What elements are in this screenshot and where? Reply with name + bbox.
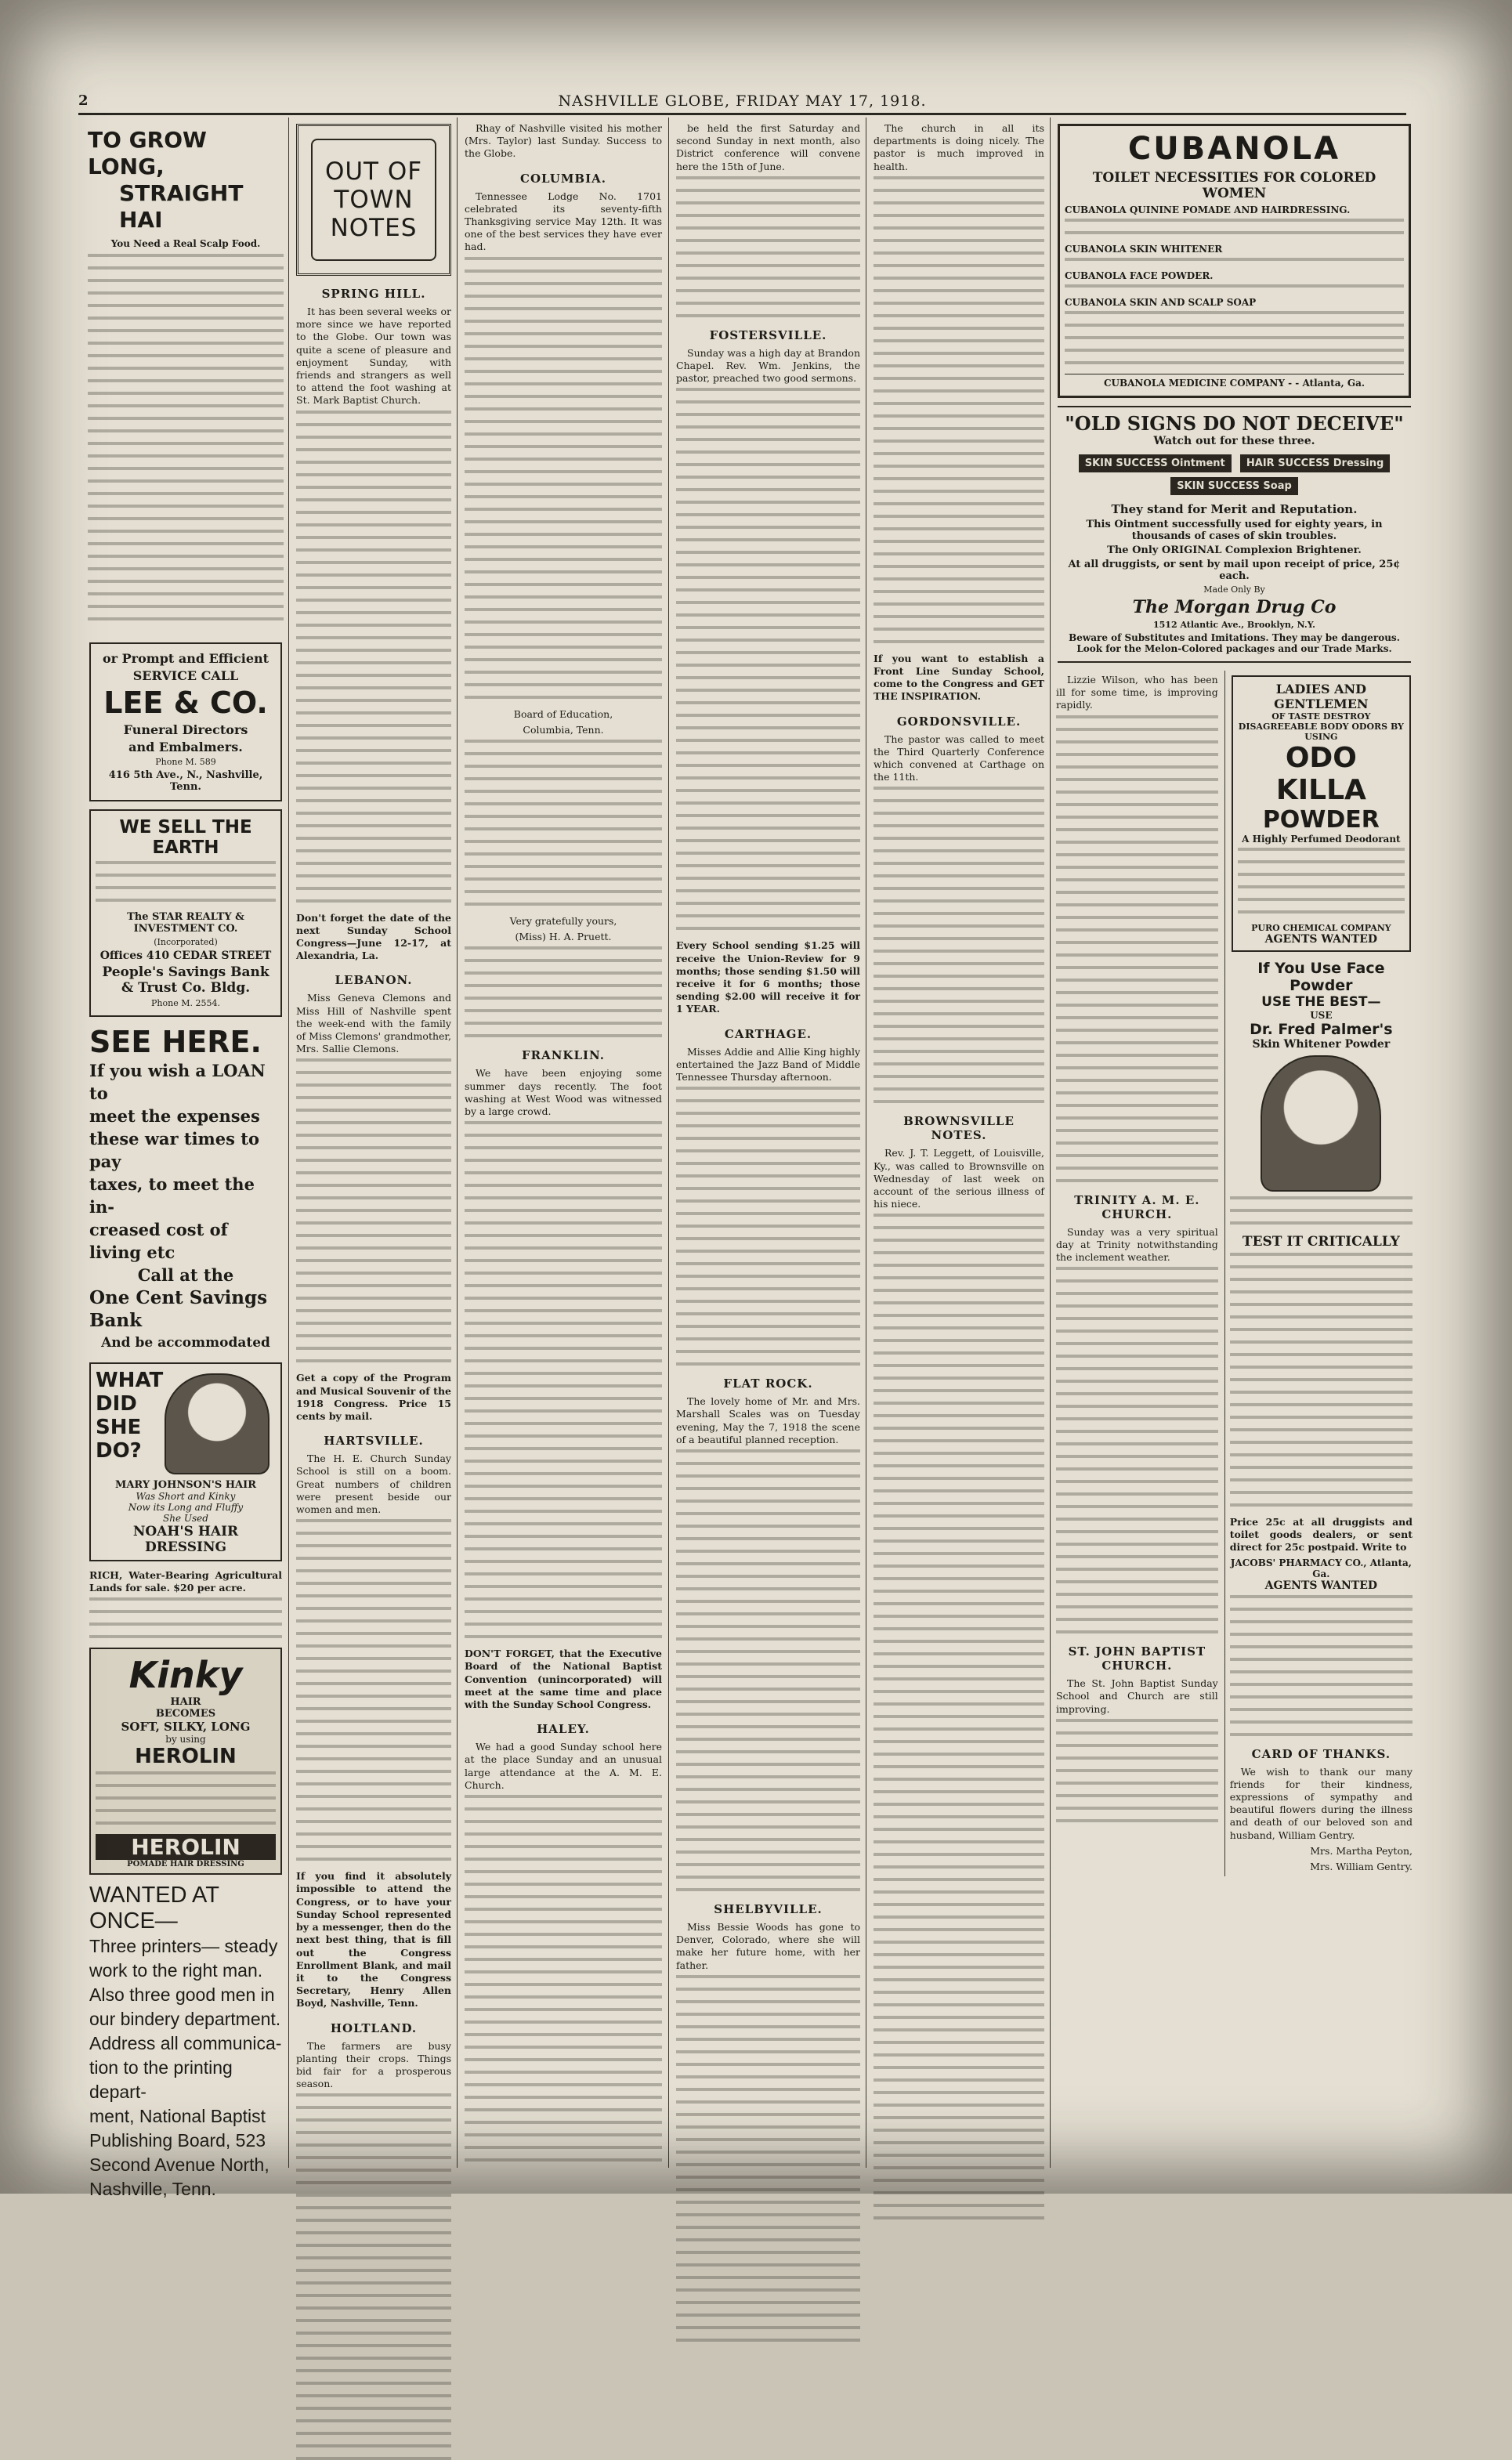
ad-address: 416 5th Ave., N., Nashville, Tenn. (108, 769, 263, 793)
notice: If you find it absolutely impossible to attend the Congress, or to have your Sunday School represented by a messenger, then do the next best thing, that is fill out the Congress Enrollment Blank, and mail it to the Congress Secretary, Henry Allen Boyd, Nashville, Tenn. (296, 1870, 451, 2010)
article-lead: The St. John Baptist Sunday School and Church are still improving. (1056, 1677, 1218, 1715)
section-heading: HARTSVILLE. (324, 1434, 424, 1449)
ad-star-realty (89, 809, 282, 1017)
ad-odo-killa (1232, 675, 1411, 952)
signoff: Columbia, Tenn. (523, 723, 604, 736)
column-rule (457, 118, 458, 2168)
ad-fred-palmer (1230, 960, 1413, 1592)
ad-phone: Phone M. 2554. (151, 998, 220, 1008)
ad-line: Now its Long and Fluffy (128, 1502, 244, 1513)
ad-subtitle: You Need a Real Scalp Food. (110, 238, 261, 249)
article-text (1056, 715, 1218, 1182)
ad-line: HAIR (170, 1696, 201, 1709)
article-text (874, 1214, 1044, 2219)
ad-line: Second Avenue North, (89, 2154, 269, 2176)
ad-title: WE SELL THE EARTH (119, 817, 252, 858)
ad-line: BECOMES (155, 1708, 216, 1720)
article-text (296, 2093, 451, 2460)
woman-portrait-icon (1261, 1055, 1381, 1192)
ad-loan (89, 1025, 282, 1355)
ad-line: TEST IT CRITICALLY (1242, 1234, 1400, 1250)
section-heading: FRANKLIN. (521, 1048, 606, 1063)
article-lead: Misses Addie and Allie King highly entertained the Jazz Band of Middle Tennessee Thursday afternoon. (676, 1045, 860, 1083)
ad-line: Three printers— steady (89, 1936, 278, 1957)
section-heading: HOLTLAND. (330, 2020, 418, 2035)
ad-warning: Beware of Substitutes and Imitations. They may be dangerous. Look for the Melon-Colored packages and our Trade Marks. (1069, 632, 1400, 654)
section-heading: TRINITY A. M. E. CHURCH. (1074, 1192, 1200, 1221)
ad-kinky-hair (89, 1648, 282, 1875)
ad-body-text (96, 861, 276, 902)
column-rule (668, 118, 669, 2168)
ad-name: ODO KILLA (1275, 742, 1366, 806)
article-text (465, 740, 662, 906)
column-rule (288, 118, 289, 2168)
palmer-ointment: SKIN SUCCESS Ointment (1079, 454, 1232, 472)
woman-portrait-icon (165, 1373, 269, 1474)
ad-line: SOFT, SILKY, LONG (121, 1720, 251, 1735)
ad-line: USE (1310, 1010, 1333, 1021)
column-5 (874, 119, 1044, 2168)
article-text (296, 1058, 451, 1362)
section-heading: HALEY. (537, 1722, 590, 1737)
signoff: (Miss) H. A. Pruett. (515, 931, 612, 943)
ad-line: or Prompt and Efficient (102, 651, 269, 666)
ad-line: If you wish a LOAN to (89, 1061, 266, 1103)
ad-q: WHAT (96, 1369, 164, 1392)
article-text (676, 1087, 860, 1366)
ad-title: SEE HERE. (89, 1025, 262, 1059)
notice: Get a copy of the Program and Musical Souvenir of the 1918 Congress. Price 15 cents by mail. (296, 1372, 451, 1423)
article-lead: Sunday was a very spiritual day at Trinity notwithstanding the inclement weather. (1056, 1225, 1218, 1264)
ad-line: Skin Whitener Powder (1252, 1038, 1391, 1051)
ad-q: DID (96, 1392, 137, 1416)
article-lead: The church in all its departments is doing nicely. The pastor is much improved in health. (874, 122, 1044, 172)
ad-line: A Highly Perfumed Deodorant (1242, 834, 1401, 845)
ad-line: SERVICE CALL (132, 668, 239, 683)
section-heading: COLUMBIA. (520, 171, 606, 186)
ad-q: SHE (96, 1416, 142, 1439)
ad-line: Publishing Board, 523 (89, 2130, 266, 2151)
ad-body-text (1065, 284, 1404, 288)
section-heading: SHELBYVILLE. (714, 1902, 823, 1917)
article-lead: Tennessee Lodge No. 1701 celebrated its seventy-fifth Thanksgiving service May 12th. It was one of the best services they have ever had. (465, 190, 662, 253)
column-3 (465, 119, 662, 2168)
section-heading: SPRING HILL. (321, 287, 426, 301)
section-heading: CARTHAGE. (724, 1026, 812, 1041)
article-text (676, 1975, 860, 2342)
ad-line: Address all communica- (89, 2033, 282, 2054)
ad-footer: CUBANOLA MEDICINE COMPANY - - Atlanta, Ga. (1065, 374, 1404, 389)
ad-item: CUBANOLA SKIN AND SCALP SOAP (1065, 297, 1257, 308)
notice: Every School sending $1.25 will receive the Union-Review for 9 months; those sending $1.50 will receive it for 6 months; those sending $2.00 will receive it for 1 YEAR. (676, 939, 860, 1015)
ad-top: LADIES AND GENTLEMEN (1274, 682, 1369, 711)
signoff: Very gratefully yours, (509, 915, 617, 928)
ad-subtitle: Watch out for these three. (1153, 435, 1315, 447)
ad-land (89, 1569, 282, 1638)
section-heading: BROWNSVILLE NOTES. (903, 1114, 1015, 1143)
column-1 (88, 119, 284, 2200)
ad-item: CUBANOLA SKIN WHITENER (1065, 244, 1223, 255)
ad-line: USE THE BEST— (1261, 994, 1381, 1010)
ad-product: HEROLIN (135, 1745, 237, 1769)
ad-body-text (1065, 311, 1404, 364)
palmer-soap: SKIN SUCCESS Soap (1170, 477, 1298, 495)
column-2 (296, 119, 451, 2168)
article-text (465, 1795, 662, 2162)
ad-line: Price 25c at all druggists and toilet goods dealers, or sent direct for 25c postpaid. Write to (1229, 1516, 1413, 1554)
column-6 (1056, 119, 1413, 2168)
ad-line: Also three good men in (89, 1984, 275, 2006)
ad-line: She Used (163, 1513, 208, 1524)
article-lead: We had a good Sunday school here at the place Sunday and an unusual large attendance at the A. M. E. Church. (465, 1741, 662, 1791)
ad-line: The Only ORIGINAL Complexion Brightener. (1107, 544, 1362, 556)
ad-line: Was Short and Kinky (136, 1491, 236, 1502)
ad-title: TO GROW LONG, (88, 127, 207, 179)
ad-company: The STAR REALTY & INVESTMENT CO. (127, 911, 244, 935)
article-lead: The pastor was called to meet the Third Quarterly Conference which convened at Carthage on the 11th. (874, 733, 1044, 783)
ad-address: 1512 Atlantic Ave., Brooklyn, N.Y. (1153, 620, 1315, 630)
column-6-left (1056, 671, 1218, 1876)
section-heading: ST. JOHN BAPTIST CHURCH. (1068, 1644, 1206, 1673)
notice: Don't forget the date of the next Sunday School Congress—June 12-17, at Alexandria, La. (296, 911, 451, 962)
ad-word: Kinky (128, 1654, 243, 1697)
ad-line: ment, National Baptist (89, 2106, 266, 2127)
column-6-split (1056, 671, 1413, 1876)
ad-cubanola (1058, 124, 1411, 398)
ad-line: these war times to pay (89, 1129, 259, 1171)
article-text (1230, 1595, 1413, 1736)
ad-lee-funeral (89, 642, 282, 801)
palmer-dressing: HAIR SUCCESS Dressing (1240, 454, 1390, 472)
ad-made: Made Only By (1203, 584, 1265, 595)
page-header (78, 92, 1406, 115)
article-lead: The lovely home of Mr. and Mrs. Marshall Scales was on Tuesday evening, May the 7, 1918 the scene of a beautiful planned reception. (676, 1395, 860, 1445)
ad-line: They stand for Merit and Reputation. (1111, 502, 1358, 516)
ad-title: STRAIGHT HAI (119, 180, 244, 233)
ad-body-text (1230, 1253, 1413, 1507)
article-lead: be held the first Saturday and second Sunday in next month, also District conference will convene here the 15th of June. (676, 122, 860, 172)
article-text (1056, 1719, 1218, 1822)
article-text (465, 1121, 662, 1638)
ad-hair-food (88, 127, 284, 620)
article-lead: Lizzie Wilson, who has been ill for some time, is improving rapidly. (1056, 674, 1218, 711)
ad-name: MARY JOHNSON'S HAIR (114, 1479, 257, 1491)
ad-line: creased cost of living etc (89, 1220, 228, 1262)
ad-line: taxes, to meet the in- (89, 1174, 255, 1217)
column-rule (1050, 118, 1051, 2168)
ad-powder: POWDER (1262, 806, 1380, 834)
masthead: NASHVILLE GLOBE, FRIDAY MAY 17, 1918. (558, 92, 927, 110)
ad-wanted (89, 1883, 282, 2201)
ad-line: Call at the (137, 1265, 234, 1285)
article-text (874, 176, 1044, 643)
ad-name: Dr. Fred Palmer's (1250, 1021, 1393, 1038)
ad-item: CUBANOLA QUININE POMADE AND HAIRDRESSING. (1065, 204, 1351, 215)
section-title: OUT OF TOWN NOTES (311, 139, 436, 261)
ad-inc: (Incorporated) (154, 937, 218, 947)
ad-body-text (96, 1771, 276, 1825)
ad-item: CUBANOLA FACE POWDER. (1065, 270, 1214, 281)
card-of-thanks-title: CARD OF THANKS. (1251, 1746, 1391, 1761)
article-text (676, 176, 860, 317)
ad-palmer (1058, 406, 1411, 663)
ad-title: TOILET NECESSITIES FOR COLORED WOMEN (1092, 170, 1376, 201)
card-of-thanks-text: We wish to thank our many friends for their kindness, expressions of sympathy and beautiful flowers during the illness and death of our beloved son and husband, William Gentry. (1229, 1765, 1413, 1841)
section-heading: FOSTERSVILLE. (709, 327, 827, 342)
ad-logo: CUBANOLA (1127, 131, 1341, 167)
ad-product: NOAH'S HAIR DRESSING (132, 1524, 239, 1555)
ad-line: And be accommodated (101, 1335, 270, 1351)
article-lead: We have been enjoying some summer days recently. The foot washing at West Wood was witnessed by a large crowd. (465, 1067, 662, 1118)
ad-body-text (89, 1597, 282, 1638)
ad-offices: Offices 410 CEDAR STREET (99, 950, 272, 962)
article-lead: Rev. J. T. Leggett, of Louisville, Ky., was called to Brownsville on Wednesday of last week on account of the serious illness of his niece. (874, 1147, 1044, 1210)
ad-maker: PURO CHEMICAL COMPANY (1251, 923, 1391, 933)
ad-title: WANTED AT ONCE— (89, 1883, 219, 1934)
ad-agents: AGENTS WANTED (1264, 1579, 1378, 1592)
section-heading: GORDONSVILLE. (896, 714, 1022, 729)
section-heading: LEBANON. (335, 973, 413, 988)
signoff: Mrs. Martha Peyton, (1310, 1844, 1413, 1857)
ad-line: by using (165, 1734, 206, 1746)
article-lead: The farmers are busy planting their crops. Things bid fair for a prosperous season. (296, 2039, 451, 2090)
ad-agents: AGENTS WANTED (1264, 933, 1378, 946)
article-text (676, 388, 860, 930)
ad-name: LEE & CO. (103, 686, 268, 720)
article-text (465, 946, 662, 1037)
ad-phone: Phone M. 589 (155, 757, 216, 767)
article-lead: Miss Geneva Clemons and Miss Hill of Nashville spent the week-end with the family of Miss Clemons' grandmother, Mrs. Sallie Clemons. (296, 992, 451, 1055)
ad-title: "OLD SIGNS DO NOT DECEIVE" (1065, 412, 1404, 435)
ad-noah-hair (89, 1362, 282, 1561)
article-text (465, 257, 662, 699)
ad-body-text (1238, 848, 1405, 913)
ad-line: If You Use Face Powder (1257, 960, 1385, 994)
ad-body-text (1065, 258, 1404, 261)
ad-maker: JACOBS' PHARMACY CO., Atlanta, Ga. (1230, 1557, 1412, 1579)
ad-line: Funeral Directors (123, 722, 248, 737)
ad-bank: People's Savings Bank & Trust Co. Bldg. (102, 964, 269, 996)
article-lead: Sunday was a high day at Brandon Chapel. Rev. Wm. Jenkins, the pastor, preached two good sermons. (676, 346, 860, 385)
column-6-right (1224, 671, 1413, 1876)
page-number: 2 (78, 92, 89, 109)
ad-line: work to the right man. (89, 1960, 263, 1981)
ad-body-text (88, 254, 284, 620)
ad-q: DO? (96, 1439, 142, 1463)
ad-line: and Embalmers. (128, 740, 243, 754)
ad-body-text (1230, 1196, 1413, 1225)
ad-maker: The Morgan Drug Co (1132, 597, 1337, 617)
signoff: Mrs. William Gentry. (1310, 1861, 1413, 1873)
article-text (676, 1449, 860, 1891)
ad-line: our bindery department. (89, 2009, 281, 2030)
ad-text: RICH, Water-Bearing Agricultural Lands for sale. $20 per acre. (89, 1569, 282, 1594)
article-text (1056, 1267, 1218, 1633)
article-lead: The H. E. Church Sunday School is still on a boom. Great numbers of children were present beside our women and men. (296, 1452, 451, 1516)
notice: If you want to establish a Front Line Sunday School, come to the Congress and GET THE INSPIRATION. (874, 652, 1044, 703)
ad-line: At all druggists, or sent by mail upon receipt of price, 25¢ each. (1068, 559, 1401, 582)
article-text (296, 411, 451, 903)
ad-line: Nashville, Tenn. (89, 2179, 216, 2200)
article-text (296, 1519, 451, 1861)
out-of-town-box (296, 124, 451, 276)
ad-line: tion to the printing depart- (89, 2057, 233, 2103)
article-lead: Miss Bessie Woods has gone to Denver, Colorado, where she will make her future home, with her father. (676, 1921, 860, 1971)
section-heading: FLAT ROCK. (723, 1377, 813, 1391)
ad-line: meet the expenses (89, 1106, 260, 1126)
ad-body-text (1065, 219, 1404, 234)
article-text (874, 787, 1044, 1103)
column-4 (676, 119, 860, 2168)
signoff: Board of Education, (513, 707, 613, 720)
notice: DON'T FORGET, that the Executive Board of the National Baptist Convention (unincorporated) will meet at the same time and place with the Sunday School Congress. (465, 1648, 662, 1711)
ad-subtitle: OF TASTE DESTROY DISAGREEABLE BODY ODORS BY USING (1238, 711, 1404, 742)
ad-footer: HEROLIN (96, 1834, 276, 1860)
ad-line: This Ointment successfully used for eighty years, in thousands of cases of skin troubles. (1086, 519, 1383, 542)
ad-footer-sub: POMADE HAIR DRESSING (127, 1860, 244, 1869)
ad-line: One Cent Savings Bank (89, 1287, 268, 1331)
article-lead: It has been several weeks or more since we have reported to the Globe. Our town was quite a scene of pleasure and enjoyment Sunday, with friends and strangers as well to attend the foot washing at St. Mark Baptist Church. (296, 306, 451, 407)
article-lead: Rhay of Nashville visited his mother (Mrs. Taylor) last Sunday. Success to the Globe. (465, 122, 662, 160)
